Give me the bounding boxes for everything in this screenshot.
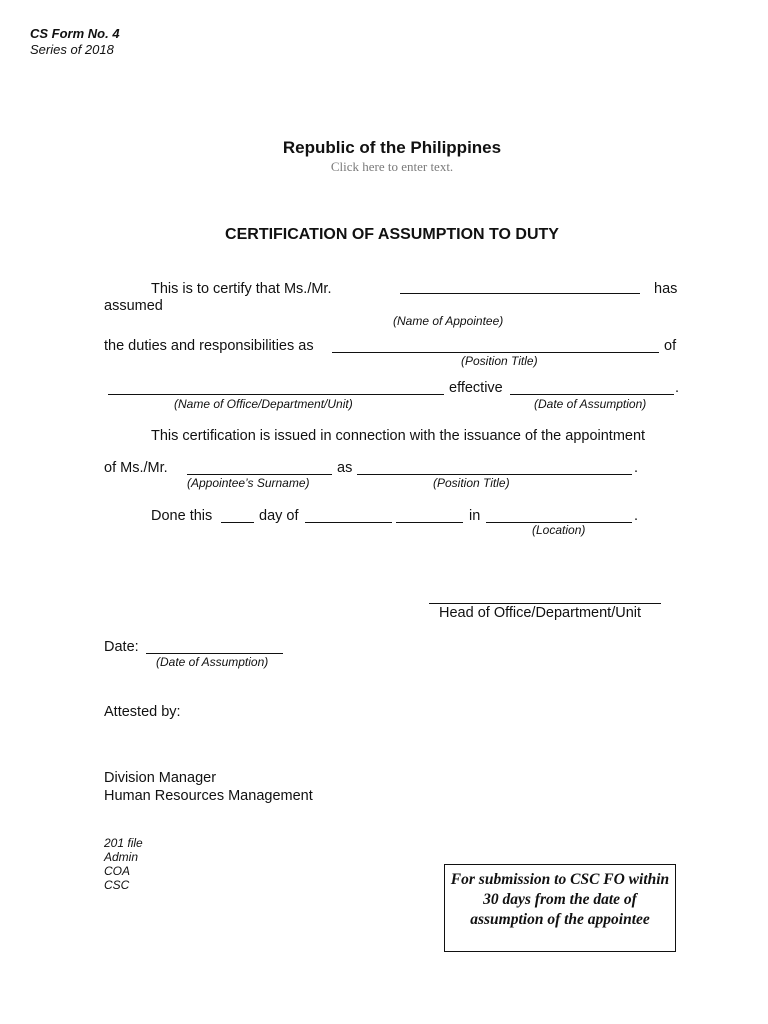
month-line[interactable]	[305, 522, 392, 523]
form-number: CS Form No. 4	[30, 26, 120, 41]
period-2: .	[634, 460, 639, 476]
position-title-caption: (Position Title)	[461, 354, 538, 368]
of-text: of	[664, 338, 677, 354]
attester-title: Division Manager	[104, 770, 217, 786]
form-series: Series of 2018	[30, 42, 114, 57]
copy-furnished-item: 201 file	[104, 836, 143, 850]
copy-furnished-item: Admin	[104, 850, 139, 864]
appointee-name-caption: (Name of Appointee)	[393, 314, 504, 328]
attested-by-label: Attested by:	[104, 704, 181, 720]
effective-text: effective	[449, 380, 503, 396]
republic-heading: Republic of the Philippines	[282, 138, 502, 157]
position-title-caption-2: (Position Title)	[433, 476, 510, 490]
document-title: CERTIFICATION OF ASSUMPTION TO DUTY	[225, 226, 559, 243]
signatory-title: Head of Office/Department/Unit	[439, 605, 642, 621]
date-label: Date:	[104, 639, 139, 655]
agency-name-field[interactable]: Click here to enter text.	[330, 159, 454, 174]
done-this-text: Done this	[151, 508, 213, 524]
assumption-date-line[interactable]	[510, 394, 674, 395]
day-of-text: day of	[259, 508, 299, 524]
copy-furnished-item: COA	[104, 864, 131, 878]
period-3: .	[634, 508, 639, 524]
signature-line[interactable]	[429, 603, 661, 604]
appointee-name-line[interactable]	[400, 293, 640, 294]
copy-furnished-item: CSC	[104, 878, 130, 892]
certify-lead-text: This is to certify that Ms./Mr.	[151, 281, 332, 297]
date-caption: (Date of Assumption)	[156, 655, 269, 669]
appointee-surname-line[interactable]	[187, 474, 332, 475]
period-1: .	[675, 380, 680, 396]
has-text: has	[654, 281, 678, 297]
attester-office: Human Resources Management	[104, 788, 313, 804]
position-title-line-2[interactable]	[357, 474, 632, 475]
position-title-line[interactable]	[332, 352, 659, 353]
appointee-surname-caption: (Appointee’s Surname)	[187, 476, 310, 490]
assumption-date-caption: (Date of Assumption)	[534, 397, 647, 411]
day-line[interactable]	[221, 522, 254, 523]
duties-lead-text: the duties and responsibilities as	[104, 338, 314, 354]
office-name-line[interactable]	[108, 394, 444, 395]
of-mr-text: of Ms./Mr.	[104, 460, 168, 476]
office-name-caption: (Name of Office/Department/Unit)	[174, 397, 353, 411]
as-text: as	[337, 460, 353, 476]
date-line[interactable]	[146, 653, 283, 654]
issuance-text: This certification is issued in connection with the issuance of the appointment	[151, 428, 646, 444]
submission-note-box: For submission to CSC FO within 30 days from the date of assumption of the appointee	[444, 864, 676, 952]
location-caption: (Location)	[532, 523, 586, 537]
in-text: in	[469, 508, 481, 524]
assumed-text: assumed	[104, 298, 163, 314]
year-line[interactable]	[396, 522, 463, 523]
